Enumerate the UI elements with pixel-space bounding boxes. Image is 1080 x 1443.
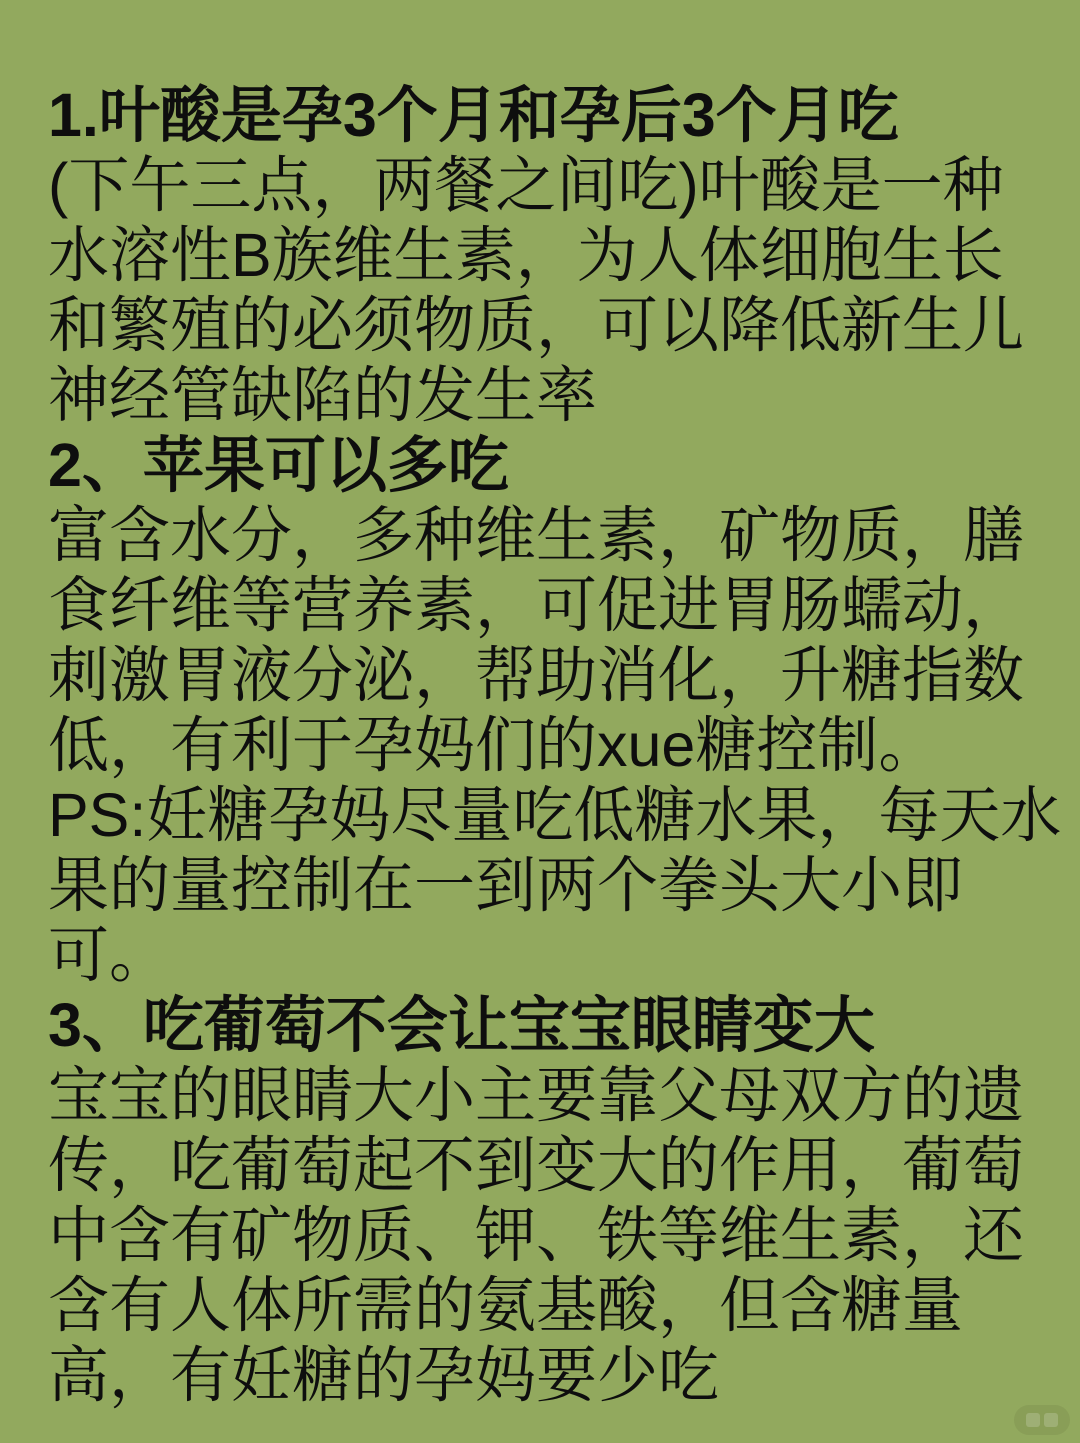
- text-line: 中含有矿物质、钾、铁等维生素，还: [48, 1201, 1025, 1269]
- section-heading-folic-acid: 1.叶酸是孕3个月和孕后3个月吃: [48, 81, 899, 149]
- text-line: 神经管缺陷的发生率: [48, 361, 598, 429]
- text-line: 水溶性B族维生素，为人体细胞生长: [48, 221, 1004, 289]
- watermark-glyph-icon: [1044, 1413, 1058, 1427]
- section-heading-apples: 2、苹果可以多吃: [48, 431, 509, 499]
- watermark-badge-icon: [1014, 1405, 1070, 1435]
- section-heading-grapes: 3、吃葡萄不会让宝宝眼睛变大: [48, 991, 875, 1059]
- text-line: 低，有利于孕妈们的xue糖控制。: [48, 711, 940, 779]
- text-line: (下午三点，两餐之间吃)叶酸是一种: [48, 151, 1004, 219]
- text-line: 传，吃葡萄起不到变大的作用，葡萄: [48, 1131, 1025, 1199]
- text-line: 刺激胃液分泌，帮助消化，升糖指数: [48, 641, 1025, 709]
- text-line: 宝宝的眼睛大小主要靠父母双方的遗: [48, 1061, 1025, 1129]
- text-line: 高，有妊糖的孕妈要少吃: [48, 1341, 720, 1409]
- text-line: 富含水分，多种维生素，矿物质，膳: [48, 501, 1025, 569]
- text-line: 和繁殖的必须物质，可以降低新生儿: [48, 291, 1025, 359]
- text-line: 食纤维等营养素，可促进胃肠蠕动，: [48, 571, 1025, 639]
- text-line: PS:妊糖孕妈尽量吃低糖水果，每天水: [48, 781, 1062, 849]
- text-line: 可。: [48, 921, 171, 989]
- text-line: 果的量控制在一到两个拳头大小即: [48, 851, 964, 919]
- watermark-glyph-icon: [1026, 1413, 1040, 1427]
- text-line: 含有人体所需的氨基酸，但含糖量: [48, 1271, 964, 1339]
